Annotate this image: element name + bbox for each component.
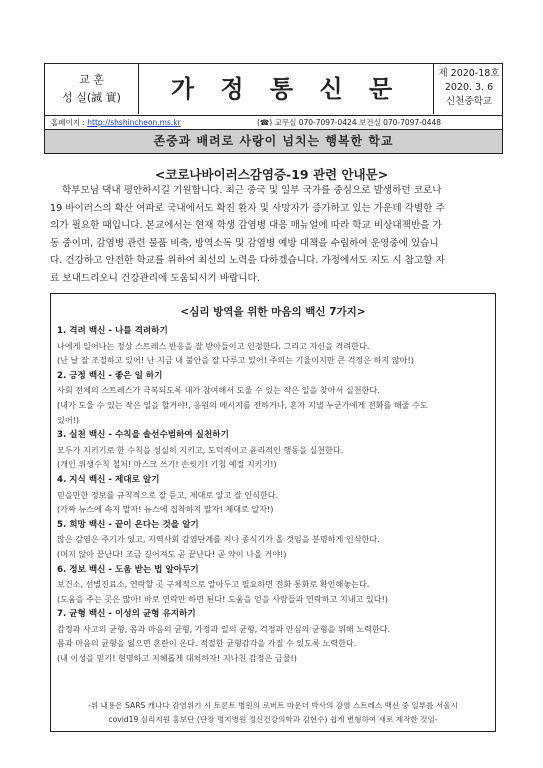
vaccine-heading: 1. 격려 백신 - 나를 격려하기 bbox=[57, 326, 168, 336]
masthead-title: 가 정 통 신 문 bbox=[170, 75, 402, 103]
box-title: <심리 방역을 위한 마음의 백신 7가지> bbox=[180, 306, 366, 318]
homepage-link[interactable]: http://shshincheon.ms.kr bbox=[87, 118, 181, 127]
vaccine-heading: 5. 희망 백신 - 끝이 온다는 것을 알기 bbox=[57, 519, 199, 530]
vaccine-heading: 2. 긍정 백신 - 좋은 일 하기 bbox=[57, 370, 163, 381]
motto-label: 교 훈 bbox=[79, 73, 104, 86]
vaccine-line: (난 날 잘 조절하고 있어! 난 지금 내 불안을 잘 다루고 있어! 주의는 기울이지만 큰 걱정은 하지 않아!) bbox=[57, 355, 414, 366]
homepage bbox=[51, 116, 181, 129]
vaccine-item bbox=[57, 607, 487, 665]
vaccine-line: 있어!) bbox=[57, 414, 80, 425]
issue-info bbox=[433, 64, 504, 114]
vaccine-heading: 7. 균형 백신 - 이성의 균형 유지하기 bbox=[57, 609, 196, 620]
intro-paragraph bbox=[50, 182, 496, 288]
vaccine-line: 나에게 일어나는 정상 스트레스 반응을 잘 받아들이고 인정한다. 그리고 자신을 격려한다. bbox=[57, 340, 370, 351]
vaccine-item bbox=[57, 369, 487, 427]
school-motto bbox=[45, 64, 139, 114]
school-name: 신천중학교 bbox=[446, 96, 492, 107]
footnote-line: covid19 심리지원 홍보단 (단장 명지병원 정신건강의학과 김현수) 쉽게 변형하여 새로 제작한 것임- bbox=[108, 715, 438, 724]
intro-line: 19 바이러스의 확산 여파로 국내에서도 확진 환자 및 사망자가 증가하고 있는 가운데 각별한 주 bbox=[50, 202, 445, 214]
vaccine-item bbox=[57, 563, 487, 607]
footnote bbox=[51, 699, 495, 727]
intro-line: 학부모님 댁내 평안하시길 기원합니다. 최근 중국 및 일부 국가를 중심으로 발생하던 코로나 bbox=[62, 185, 442, 196]
phone-numbers: (☎) 교무실 070-7097-0424 보건실 070-7097-0448 bbox=[257, 118, 442, 127]
vaccine-line: (내 이성을 믿기! 현명하고 지혜롭게 대처하자! 지나친 감정은 금물!) bbox=[57, 653, 297, 664]
vaccine-item bbox=[57, 473, 487, 517]
vaccine-line: 믿을만한 정보를 규칙적으로 잘 듣고, 제대로 알고 잘 인식한다. bbox=[57, 489, 279, 500]
vaccine-line: 몸과 마음의 균형을 잃으면 혼란이 온다. 적절한 균형감각을 가질 수 있도록 노력한다. bbox=[57, 638, 357, 649]
vaccine-heading: 3. 실천 백신 - 수칙을 솔선수범하여 실천하기 bbox=[57, 430, 229, 441]
issue-number: 제 2020-18호 bbox=[438, 68, 500, 79]
vaccine-line: (개인 위생수칙 철저! 마스크 쓰기! 손씻기! 기침 예절 지키기!) bbox=[57, 459, 277, 470]
intro-line: 의가 필요한 때입니다. 본교에서는 현재 학생 감염병 대응 매뉴얼에 따라 학교 비상대책반을 가 bbox=[50, 220, 442, 232]
vaccine-line: (도움을 주는 곳은 많아! 바로 연락만 하면 된다! 도움을 얻을 사람들과 연락하고 지내고 있다!) bbox=[57, 593, 388, 604]
vaccine-line: 모두가 지키기로 한 수칙을 성실히 지키고, 도덕적이고 윤리적인 행동을 실천한다. bbox=[57, 444, 344, 455]
vaccine-item bbox=[57, 518, 487, 562]
school-slogan: 존중과 배려로 사랑이 넘치는 행복한 학교 bbox=[44, 130, 503, 154]
footnote-line: -위 내용은 SARS 캐나다 감염위기 시 토론토 병원의 로버트 마운더 박사의 감염 스트레스 백신 중 일부를 서울시 bbox=[88, 701, 458, 710]
intro-line: 다. 건강하고 안전한 학교를 위하여 최선의 노력을 다하겠습니다. 가정에서도 지도 시 참고할 자 bbox=[50, 255, 445, 267]
vaccine-heading: 6. 정보 백신 - 도움 받는 법 알아두기 bbox=[57, 564, 199, 575]
header-contact-row bbox=[44, 116, 503, 130]
newsletter-header bbox=[44, 63, 503, 155]
vaccine-box bbox=[50, 293, 496, 732]
vaccine-line: (머지 않아 끝난다! 조금 길어져도 곧 끝난다! 곧 약이 나올 거야!) bbox=[57, 548, 287, 559]
issue-date: 2020. 3. 6 bbox=[444, 82, 494, 93]
vaccine-line: 사회 전체의 스트레스가 극복되도록 내가 참여해서 도울 수 있는 작은 일을 찾아서 실천한다. bbox=[57, 385, 380, 396]
intro-line: 동 중이며, 감염병 관련 물품 비축, 방역소독 및 감염병 예방 대책을 수립하여 운영중에 있습니 bbox=[50, 237, 439, 249]
vaccine-line: (가짜 뉴스에 속지 말자! 뉴스에 집착하지 말자! 제대로 알자!) bbox=[57, 504, 274, 515]
vaccine-line: 보건소, 선별진료소, 연락할 곳 구체적으로 알아두고 필요하면 전화 통화로 확인해놓는다. bbox=[57, 579, 370, 590]
header-top-row bbox=[44, 63, 503, 116]
homepage-label: 홈페이지 : bbox=[51, 118, 88, 127]
intro-line: 료 보내드리오니 건강관리에 도움되시기 바랍니다. bbox=[50, 272, 260, 284]
vaccine-line: 감정과 사고의 균형, 몸과 마음의 균형, 가정과 일의 균형, 걱정과 안심의 균형을 위해 노력한다. bbox=[57, 623, 391, 634]
vaccine-line: (내가 도울 수 있는 작은 일을 할거야!, 응원의 메시지를 전하거나, 혼자 지낼 누군가에게 전화를 해줄 수도 bbox=[57, 399, 428, 410]
vaccine-line: 많은 감염은 주기가 있고, 지역사회 감염단계를 지나 종식기가 올 것임을 분명하게 인식한다. bbox=[57, 534, 380, 545]
notice-title: <코로나바이러스감염증-19 관련 안내문> bbox=[154, 167, 389, 182]
vaccine-item bbox=[57, 324, 487, 368]
vaccine-item bbox=[57, 428, 487, 472]
vaccine-list bbox=[57, 324, 487, 667]
motto-text: 성 실(誠 實) bbox=[62, 91, 121, 104]
vaccine-heading: 4. 지식 백신 - 제대로 알기 bbox=[57, 474, 160, 485]
